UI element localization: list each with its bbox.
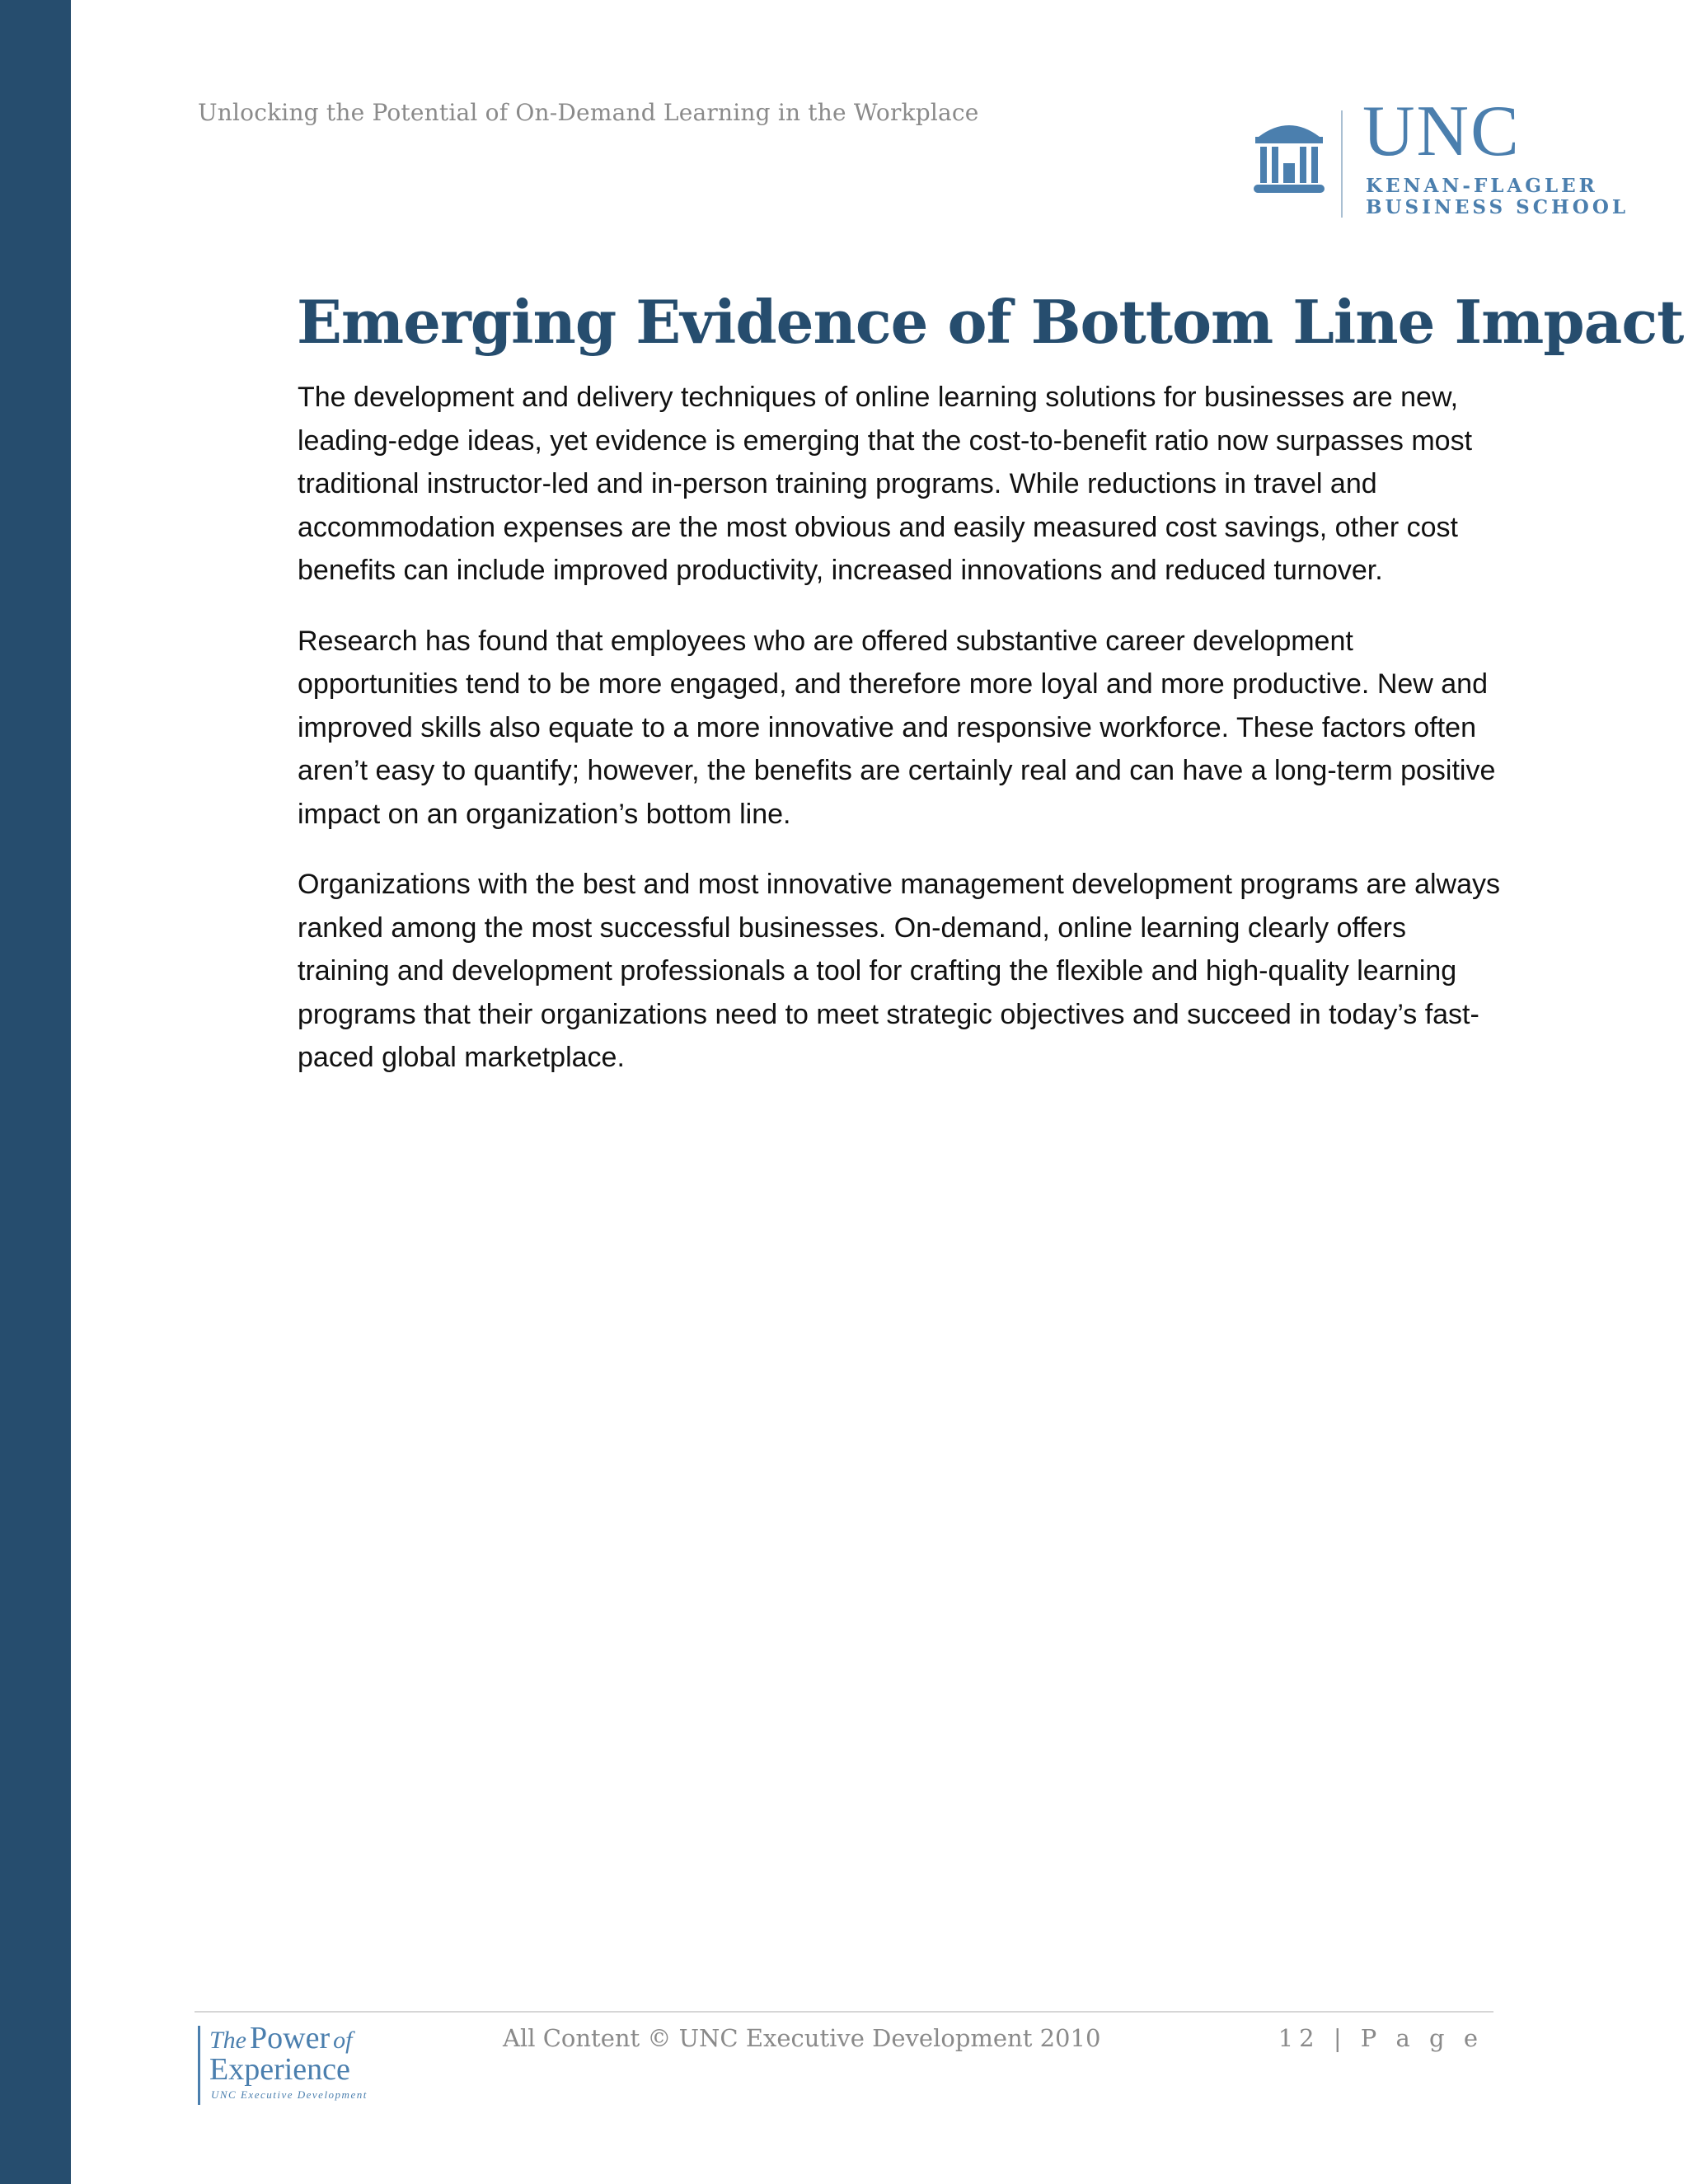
footer-logo-of: of <box>333 2027 353 2054</box>
page-number: 12 | P a g e <box>1278 2024 1484 2052</box>
footer-divider <box>195 2011 1493 2013</box>
logo-divider <box>1341 110 1343 218</box>
left-accent-bar <box>0 0 71 2184</box>
logo-line-1: KENAN-FLAGLER <box>1366 175 1598 197</box>
paragraph-3: Organizations with the best and most innovative management development programs are always ranked among the most successful businesses. On-demand, online learning clearly offers training and development professionals a tool for crafting the flexible and high-quality learning programs that their organizations need to meet strategic objectives and succeed in today’s fast-paced global marketplace. <box>298 869 1500 1073</box>
footer-logo-tagline: UNC Executive Development <box>211 2088 368 2101</box>
logo-wordmark: UNC <box>1362 91 1521 171</box>
copyright-notice: All Content © UNC Executive Development 2010 <box>503 2024 1101 2052</box>
paragraph-1: The development and delivery techniques of online learning solutions for businesses are new, leading-edge ideas, yet evidence is emerging that the cost-to-benefit ratio now surpasses most traditional instructor-led and in-person training programs. While reductions in travel and accommodation expenses are the most obvious and easily measured cost savings, other cost benefits can include improved productivity, increased innovations and reduced turnover. <box>298 382 1473 586</box>
footer-logo-power: Power <box>250 2021 331 2055</box>
running-header: Unlocking the Potential of On-Demand Learning in the Workplace <box>198 99 979 126</box>
unc-kenan-flagler-logo <box>1249 91 1629 223</box>
logo-line-2: BUSINESS SCHOOL <box>1366 196 1629 218</box>
footer-logo-bar <box>198 2026 200 2105</box>
body-text <box>298 376 1501 1107</box>
power-of-experience-logo <box>198 2021 379 2108</box>
footer-logo-the: The <box>209 2027 246 2054</box>
old-well-icon <box>1252 112 1326 198</box>
footer-logo-experience: Experience <box>209 2052 350 2087</box>
paragraph-2: Research has found that employees who are offered substantive career development opportunities tend to be more engaged, and therefore more loyal and more productive. New and improved skills also equate to a more innovative and responsive workforce. These factors often aren’t easy to quantify; however, the benefits are certainly real and can have a long-term positive impact on an organization’s bottom line. <box>298 625 1496 830</box>
page-title: Emerging Evidence of Bottom Line Impact <box>297 287 1684 358</box>
footer-logo-line-1 <box>209 2022 352 2054</box>
